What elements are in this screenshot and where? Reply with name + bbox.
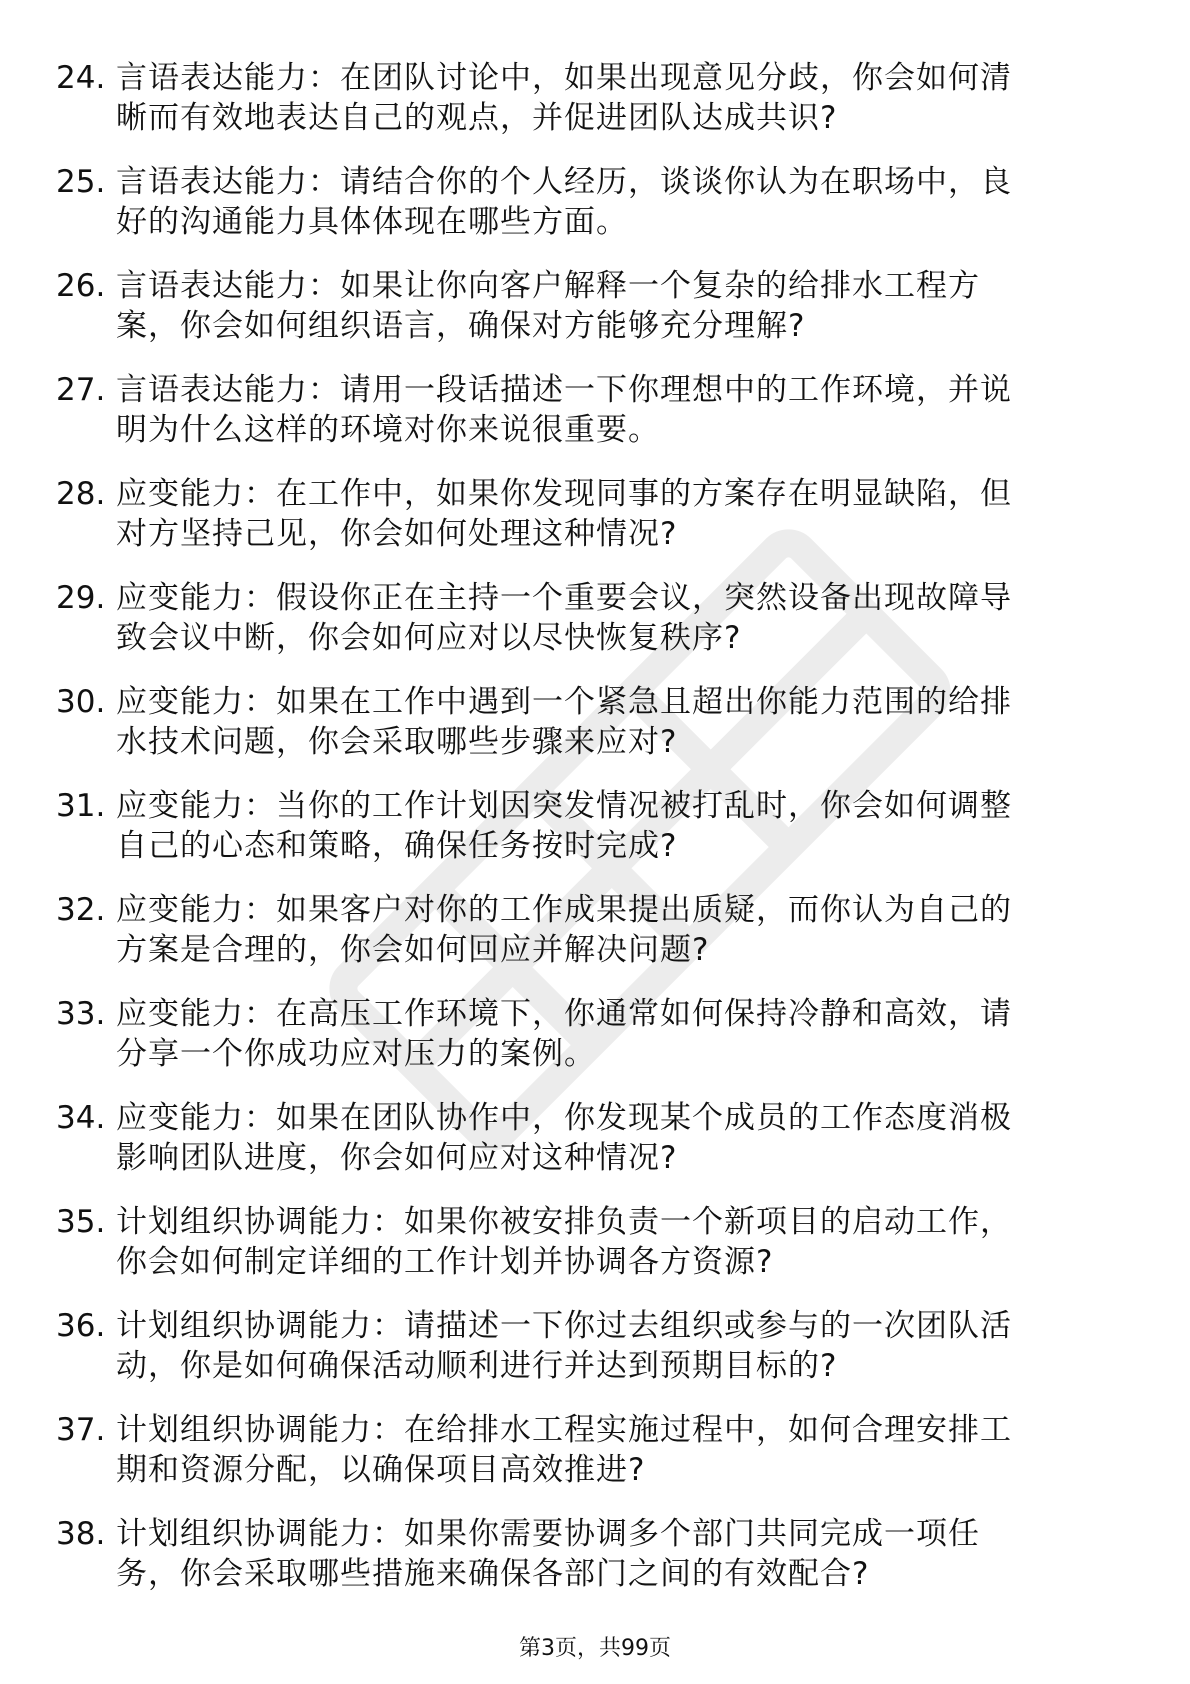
page-footer: 第3页，共99页 — [519, 1636, 671, 1661]
question-number: 28. — [56, 476, 106, 512]
question-text: 言语表达能力：如果让你向客户解释一个复杂的给排水工程方案，你会如何组织语言，确保对方能够充分理解? — [116, 268, 980, 344]
question-number: 27. — [56, 372, 106, 408]
list-item — [0, 1092, 1190, 1196]
question-text: 计划组织协调能力：请描述一下你过去组织或参与的一次团队活动，你是如何确保活动顺利进行并达到预期目标的? — [116, 1308, 1012, 1384]
question-number: 24. — [56, 60, 106, 96]
list-item — [0, 1508, 1190, 1612]
list-item — [0, 364, 1190, 468]
question-number: 32. — [56, 892, 106, 928]
question-text: 言语表达能力：请用一段话描述一下你理想中的工作环境，并说明为什么这样的环境对你来说很重要。 — [116, 372, 1012, 448]
list-item — [0, 1196, 1190, 1300]
question-text: 应变能力：当你的工作计划因突发情况被打乱时，你会如何调整自己的心态和策略，确保任务按时完成? — [116, 788, 1012, 864]
list-item — [0, 572, 1190, 676]
question-text: 言语表达能力：在团队讨论中，如果出现意见分歧，你会如何清晰而有效地表达自己的观点，并促进团队达成共识? — [116, 60, 1012, 136]
question-text: 计划组织协调能力：在给排水工程实施过程中，如何合理安排工期和资源分配，以确保项目高效推进? — [116, 1412, 1012, 1488]
list-item — [0, 884, 1190, 988]
question-text: 应变能力：在工作中，如果你发现同事的方案存在明显缺陷，但对方坚持己见，你会如何处理这种情况? — [116, 476, 1012, 552]
list-item — [0, 156, 1190, 260]
question-text: 应变能力：如果在工作中遇到一个紧急且超出你能力范围的给排水技术问题，你会采取哪些步骤来应对? — [116, 684, 1012, 760]
question-number: 29. — [56, 580, 106, 616]
question-text: 应变能力：如果客户对你的工作成果提出质疑，而你认为自己的方案是合理的，你会如何回应并解决问题? — [116, 892, 1012, 968]
question-list — [0, 52, 1190, 1612]
list-item — [0, 1404, 1190, 1508]
question-text: 计划组织协调能力：如果你需要协调多个部门共同完成一项任务，你会采取哪些措施来确保各部门之间的有效配合? — [116, 1516, 980, 1592]
question-number: 38. — [56, 1516, 106, 1552]
question-number: 33. — [56, 996, 106, 1032]
question-text: 言语表达能力：请结合你的个人经历，谈谈你认为在职场中，良好的沟通能力具体体现在哪些方面。 — [116, 164, 1012, 240]
question-number: 31. — [56, 788, 106, 824]
question-text: 应变能力：如果在团队协作中，你发现某个成员的工作态度消极影响团队进度，你会如何应对这种情况? — [116, 1100, 1012, 1176]
list-item — [0, 780, 1190, 884]
question-text: 应变能力：在高压工作环境下，你通常如何保持冷静和高效，请分享一个你成功应对压力的案例。 — [116, 996, 1012, 1072]
list-item — [0, 468, 1190, 572]
list-item — [0, 52, 1190, 156]
question-number: 25. — [56, 164, 106, 200]
question-number: 35. — [56, 1204, 106, 1240]
question-number: 30. — [56, 684, 106, 720]
list-item — [0, 988, 1190, 1092]
question-text: 应变能力：假设你正在主持一个重要会议，突然设备出现故障导致会议中断，你会如何应对以尽快恢复秩序? — [116, 580, 1012, 656]
list-item — [0, 1300, 1190, 1404]
question-text: 计划组织协调能力：如果你被安排负责一个新项目的启动工作，你会如何制定详细的工作计划并协调各方资源? — [116, 1204, 1012, 1280]
list-item — [0, 260, 1190, 364]
question-number: 37. — [56, 1412, 106, 1448]
question-number: 36. — [56, 1308, 106, 1344]
list-item — [0, 676, 1190, 780]
question-number: 34. — [56, 1100, 106, 1136]
question-number: 26. — [56, 268, 106, 304]
